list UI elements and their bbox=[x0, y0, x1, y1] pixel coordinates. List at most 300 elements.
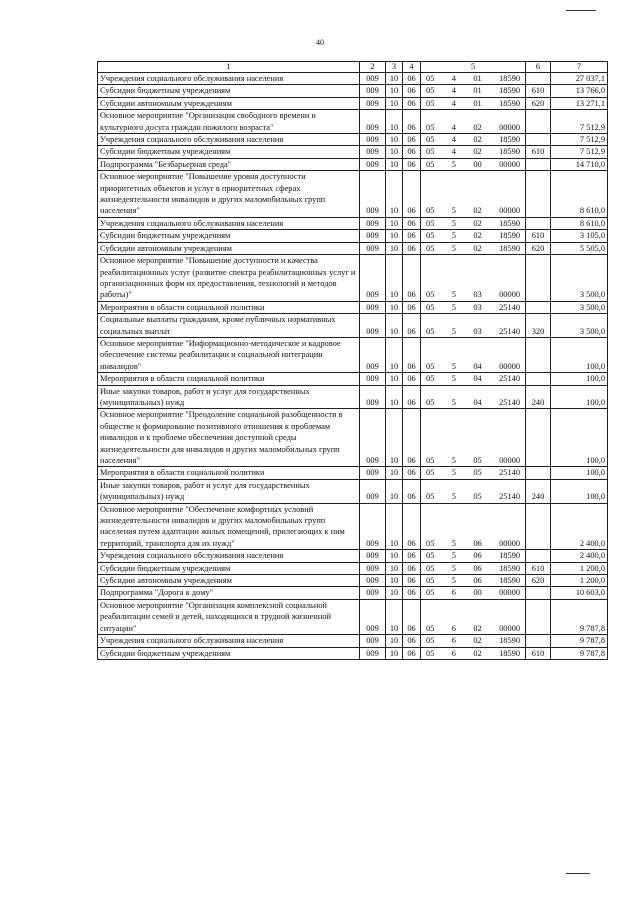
target-article-part: 18590 bbox=[499, 636, 520, 646]
table-row bbox=[98, 134, 608, 146]
target-article-part: 02 bbox=[473, 648, 482, 658]
target-article-parts bbox=[423, 550, 523, 561]
code-subsection: 06 bbox=[403, 385, 421, 409]
target-article-part: 01 bbox=[473, 98, 482, 108]
code-admin: 009 bbox=[360, 217, 386, 229]
header-cell: 4 bbox=[403, 62, 421, 73]
target-article-parts bbox=[423, 467, 523, 478]
target-article-part: 5 bbox=[451, 361, 456, 371]
target-article-part: 05 bbox=[426, 290, 435, 300]
code-subsection: 06 bbox=[403, 503, 421, 550]
target-article-part: 05 bbox=[426, 74, 435, 83]
row-name: Учреждения социального обслуживания населения bbox=[98, 73, 360, 85]
code-section: 10 bbox=[386, 479, 403, 503]
code-subsection: 06 bbox=[403, 467, 421, 479]
target-article-part: 18590 bbox=[499, 231, 520, 241]
row-name: Субсидии автономным учреждениям bbox=[98, 242, 360, 254]
header-cell: 5 bbox=[421, 62, 526, 73]
amount: 3 500,0 bbox=[551, 314, 608, 338]
table-row bbox=[98, 242, 608, 254]
target-article bbox=[421, 503, 526, 550]
code-subsection: 06 bbox=[403, 373, 421, 385]
code-admin: 009 bbox=[360, 97, 386, 109]
target-article-part: 18590 bbox=[499, 135, 520, 145]
code-subsection: 06 bbox=[403, 599, 421, 634]
target-article-parts bbox=[423, 85, 523, 96]
code-admin: 009 bbox=[360, 110, 386, 134]
target-article-part: 5 bbox=[451, 206, 456, 216]
target-article-part: 00000 bbox=[499, 122, 520, 132]
amount: 1 200,0 bbox=[551, 575, 608, 587]
target-article bbox=[421, 110, 526, 134]
table-row bbox=[98, 171, 608, 218]
target-article-part: 5 bbox=[451, 563, 456, 573]
target-article-part: 05 bbox=[426, 374, 435, 384]
target-article bbox=[421, 587, 526, 599]
code-subsection: 06 bbox=[403, 550, 421, 562]
target-article-part: 02 bbox=[473, 636, 482, 646]
target-article bbox=[421, 242, 526, 254]
expense-type bbox=[526, 373, 551, 385]
target-article-part: 18590 bbox=[499, 218, 520, 228]
row-name: Подпрограмма "Дорога к дому" bbox=[98, 587, 360, 599]
target-article-part: 03 bbox=[473, 290, 482, 300]
target-article-part: 06 bbox=[473, 563, 482, 573]
target-article-part: 18590 bbox=[499, 147, 520, 157]
row-name: Основное мероприятие "Повышение доступности и качества реабилитационных услуг (развитие спектра реабилитационных услуг и организационных форм их предоставления, технологий и методов работы)" bbox=[98, 255, 360, 302]
code-section: 10 bbox=[386, 97, 403, 109]
target-article-parts bbox=[423, 302, 523, 313]
code-subsection: 06 bbox=[403, 647, 421, 659]
code-section: 10 bbox=[386, 242, 403, 254]
row-name: Основное мероприятие "Повышение уровня доступности приоритетных объектов и услуг в приоритетных сферах жизнедеятельности инвалидов и других маломобильных групп населения" bbox=[98, 171, 360, 218]
target-article-parts bbox=[423, 326, 523, 337]
target-article-part: 05 bbox=[426, 231, 435, 241]
target-article bbox=[421, 301, 526, 313]
target-article-part: 04 bbox=[473, 374, 482, 384]
target-article bbox=[421, 85, 526, 97]
expense-type bbox=[526, 255, 551, 302]
table-row bbox=[98, 575, 608, 587]
target-article-part: 03 bbox=[473, 302, 482, 312]
target-article-parts bbox=[423, 146, 523, 157]
target-article-part: 5 bbox=[451, 468, 456, 478]
row-name: Основное мероприятие "Информационно-методическое и кадровое обеспечение системы реабилитации и социальной интеграции инвалидов" bbox=[98, 337, 360, 372]
code-admin: 009 bbox=[360, 242, 386, 254]
target-article-parts bbox=[423, 134, 523, 145]
row-name: Мероприятия в области социальной политики bbox=[98, 467, 360, 479]
target-article-parts bbox=[423, 563, 523, 574]
row-name: Основное мероприятие "Преодоление социальной разобщенности в обществе и формирование позитивного отношения к проблемам инвалидов и к проблеме обеспечения доступной среды жизнедеятельности для инвалидов и других маломобильных групп населения" bbox=[98, 409, 360, 467]
code-admin: 009 bbox=[360, 373, 386, 385]
header-cell: 3 bbox=[386, 62, 403, 73]
target-article-part: 05 bbox=[426, 86, 435, 96]
code-section: 10 bbox=[386, 587, 403, 599]
code-section: 10 bbox=[386, 503, 403, 550]
target-article-part: 02 bbox=[473, 147, 482, 157]
target-article bbox=[421, 314, 526, 338]
expense-type bbox=[526, 217, 551, 229]
target-article-part: 5 bbox=[451, 159, 456, 169]
amount: 100,0 bbox=[551, 409, 608, 467]
code-subsection: 06 bbox=[403, 255, 421, 302]
target-article-part: 05 bbox=[426, 135, 435, 145]
code-subsection: 06 bbox=[403, 635, 421, 647]
expense-type bbox=[526, 409, 551, 467]
table-row bbox=[98, 479, 608, 503]
target-article-part: 00000 bbox=[499, 456, 520, 465]
amount: 7 512,9 bbox=[551, 110, 608, 134]
target-article-part: 01 bbox=[473, 74, 482, 83]
target-article-part: 05 bbox=[426, 326, 435, 336]
table-row bbox=[98, 467, 608, 479]
row-name: Мероприятия в области социальной политики bbox=[98, 301, 360, 313]
target-article-part: 25140 bbox=[499, 374, 520, 384]
row-name: Основное мероприятие "Организация комплексной социальной реабилитации семей и детей, находящихся в трудной жизненной ситуации" bbox=[98, 599, 360, 634]
code-subsection: 06 bbox=[403, 337, 421, 372]
header-cell: 2 bbox=[360, 62, 386, 73]
target-article-part: 05 bbox=[426, 147, 435, 157]
code-section: 10 bbox=[386, 550, 403, 562]
target-article-part: 05 bbox=[473, 456, 482, 465]
code-admin: 009 bbox=[360, 635, 386, 647]
header-row bbox=[98, 62, 608, 73]
expense-type: 240 bbox=[526, 479, 551, 503]
target-article-part: 18590 bbox=[499, 551, 520, 561]
row-name: Учреждения социального обслуживания населения bbox=[98, 550, 360, 562]
table-row bbox=[98, 146, 608, 158]
code-admin: 009 bbox=[360, 337, 386, 372]
code-section: 10 bbox=[386, 217, 403, 229]
amount: 7 512,9 bbox=[551, 134, 608, 146]
expense-type bbox=[526, 171, 551, 218]
table-row bbox=[98, 73, 608, 85]
code-section: 10 bbox=[386, 146, 403, 158]
target-article-parts bbox=[423, 361, 523, 372]
code-subsection: 06 bbox=[403, 85, 421, 97]
target-article-part: 6 bbox=[451, 623, 456, 633]
target-article bbox=[421, 575, 526, 587]
code-admin: 009 bbox=[360, 587, 386, 599]
row-name: Субсидии бюджетным учреждениям bbox=[98, 647, 360, 659]
target-article bbox=[421, 550, 526, 562]
code-section: 10 bbox=[386, 599, 403, 634]
target-article-part: 06 bbox=[473, 538, 482, 548]
table-row bbox=[98, 217, 608, 229]
row-name: Субсидии бюджетным учреждениям bbox=[98, 146, 360, 158]
target-article-part: 4 bbox=[451, 98, 456, 108]
target-article-part: 05 bbox=[426, 159, 435, 169]
target-article-part: 05 bbox=[426, 588, 435, 598]
code-section: 10 bbox=[386, 373, 403, 385]
code-section: 10 bbox=[386, 255, 403, 302]
target-article-part: 6 bbox=[451, 648, 456, 658]
target-article-part: 18590 bbox=[499, 74, 520, 83]
expense-type: 610 bbox=[526, 647, 551, 659]
code-subsection: 06 bbox=[403, 479, 421, 503]
target-article-part: 02 bbox=[473, 135, 482, 145]
amount: 9 787,8 bbox=[551, 635, 608, 647]
amount: 14 710,0 bbox=[551, 158, 608, 170]
code-admin: 009 bbox=[360, 171, 386, 218]
target-article-part: 4 bbox=[451, 86, 456, 96]
target-article-part: 05 bbox=[426, 576, 435, 586]
amount: 100,0 bbox=[551, 337, 608, 372]
target-article-part: 03 bbox=[473, 326, 482, 336]
amount: 9 787,8 bbox=[551, 599, 608, 634]
row-name: Основное мероприятие "Организация свободного времени и культурного досуга граждан пожилого возраста" bbox=[98, 110, 360, 134]
target-article-part: 00000 bbox=[499, 588, 520, 598]
expense-type bbox=[526, 503, 551, 550]
target-article bbox=[421, 217, 526, 229]
amount: 9 787,8 bbox=[551, 647, 608, 659]
expense-type: 620 bbox=[526, 575, 551, 587]
target-article-parts bbox=[423, 648, 523, 659]
expense-type: 620 bbox=[526, 242, 551, 254]
table-row bbox=[98, 230, 608, 242]
table-row bbox=[98, 85, 608, 97]
target-article bbox=[421, 230, 526, 242]
code-subsection: 06 bbox=[403, 217, 421, 229]
row-name: Учреждения социального обслуживания населения bbox=[98, 134, 360, 146]
code-admin: 009 bbox=[360, 562, 386, 574]
target-article-part: 05 bbox=[426, 206, 435, 216]
row-name: Иные закупки товаров, работ и услуг для государственных (муниципальных) нужд bbox=[98, 385, 360, 409]
amount: 100,0 bbox=[551, 385, 608, 409]
table-row bbox=[98, 587, 608, 599]
row-name: Подпрограмма "Безбарьерная среда" bbox=[98, 158, 360, 170]
target-article-part: 02 bbox=[473, 243, 482, 253]
target-article bbox=[421, 467, 526, 479]
table-row bbox=[98, 562, 608, 574]
expense-type: 620 bbox=[526, 97, 551, 109]
target-article-parts bbox=[423, 205, 523, 216]
table-row bbox=[98, 635, 608, 647]
code-section: 10 bbox=[386, 314, 403, 338]
target-article-part: 5 bbox=[451, 302, 456, 312]
target-article-parts bbox=[423, 218, 523, 229]
target-article-part: 04 bbox=[473, 361, 482, 371]
code-admin: 009 bbox=[360, 385, 386, 409]
target-article-part: 01 bbox=[473, 86, 482, 96]
code-admin: 009 bbox=[360, 314, 386, 338]
page-number: 40 bbox=[316, 38, 324, 47]
table-row bbox=[98, 599, 608, 634]
target-article-parts bbox=[423, 587, 523, 598]
target-article-part: 4 bbox=[451, 122, 456, 132]
row-name: Субсидии бюджетным учреждениям bbox=[98, 562, 360, 574]
target-article-part: 05 bbox=[426, 98, 435, 108]
table-row bbox=[98, 110, 608, 134]
target-article-part: 05 bbox=[426, 468, 435, 478]
table-row bbox=[98, 97, 608, 109]
target-article-parts bbox=[423, 373, 523, 384]
code-admin: 009 bbox=[360, 230, 386, 242]
target-article-part: 05 bbox=[426, 218, 435, 228]
target-article-part: 05 bbox=[426, 456, 435, 465]
target-article-part: 5 bbox=[451, 551, 456, 561]
target-article-part: 18590 bbox=[499, 243, 520, 253]
target-article bbox=[421, 385, 526, 409]
code-section: 10 bbox=[386, 337, 403, 372]
code-admin: 009 bbox=[360, 409, 386, 467]
expense-type: 610 bbox=[526, 562, 551, 574]
code-section: 10 bbox=[386, 575, 403, 587]
expense-type bbox=[526, 635, 551, 647]
target-article-part: 05 bbox=[426, 361, 435, 371]
table-row bbox=[98, 158, 608, 170]
target-article bbox=[421, 158, 526, 170]
header-cell: 1 bbox=[98, 62, 360, 73]
target-article bbox=[421, 599, 526, 634]
code-admin: 009 bbox=[360, 158, 386, 170]
target-article-parts bbox=[423, 243, 523, 254]
amount: 8 610,0 bbox=[551, 171, 608, 218]
code-section: 10 bbox=[386, 110, 403, 134]
amount: 100,0 bbox=[551, 479, 608, 503]
target-article-part: 5 bbox=[451, 576, 456, 586]
target-article-part: 02 bbox=[473, 122, 482, 132]
amount: 13 766,0 bbox=[551, 85, 608, 97]
code-admin: 009 bbox=[360, 73, 386, 85]
target-article-part: 00000 bbox=[499, 290, 520, 300]
target-article-part: 6 bbox=[451, 636, 456, 646]
table-row bbox=[98, 301, 608, 313]
corner-mark bbox=[566, 10, 596, 11]
target-article-parts bbox=[423, 397, 523, 408]
table-row bbox=[98, 550, 608, 562]
code-admin: 009 bbox=[360, 134, 386, 146]
expense-type bbox=[526, 550, 551, 562]
code-admin: 009 bbox=[360, 503, 386, 550]
amount: 7 512,9 bbox=[551, 146, 608, 158]
target-article bbox=[421, 171, 526, 218]
expense-type: 610 bbox=[526, 230, 551, 242]
target-article-part: 18590 bbox=[499, 86, 520, 96]
target-article-parts bbox=[423, 230, 523, 241]
target-article-part: 25140 bbox=[499, 492, 520, 502]
code-section: 10 bbox=[386, 171, 403, 218]
row-name: Субсидии автономным учреждениям bbox=[98, 97, 360, 109]
target-article-part: 05 bbox=[426, 122, 435, 132]
code-subsection: 06 bbox=[403, 575, 421, 587]
target-article-part: 5 bbox=[451, 243, 456, 253]
amount: 1 200,0 bbox=[551, 562, 608, 574]
target-article-part: 25140 bbox=[499, 302, 520, 312]
code-section: 10 bbox=[386, 467, 403, 479]
code-admin: 009 bbox=[360, 85, 386, 97]
target-article-parts bbox=[423, 491, 523, 502]
target-article-part: 05 bbox=[426, 397, 435, 407]
amount: 2 400,0 bbox=[551, 503, 608, 550]
code-section: 10 bbox=[386, 385, 403, 409]
target-article-part: 00000 bbox=[499, 361, 520, 371]
amount: 13 271,1 bbox=[551, 97, 608, 109]
target-article-part: 25140 bbox=[499, 326, 520, 336]
row-name: Учреждения социального обслуживания населения bbox=[98, 217, 360, 229]
target-article-part: 00 bbox=[473, 588, 482, 598]
table-row bbox=[98, 409, 608, 467]
target-article-part: 6 bbox=[451, 588, 456, 598]
expense-type bbox=[526, 301, 551, 313]
table-row bbox=[98, 647, 608, 659]
target-article-part: 25140 bbox=[499, 468, 520, 478]
amount: 100,0 bbox=[551, 373, 608, 385]
target-article-part: 18590 bbox=[499, 98, 520, 108]
code-section: 10 bbox=[386, 301, 403, 313]
target-article-parts bbox=[423, 159, 523, 170]
target-article-part: 00000 bbox=[499, 159, 520, 169]
code-section: 10 bbox=[386, 85, 403, 97]
budget-table bbox=[97, 61, 608, 660]
amount: 8 610,0 bbox=[551, 217, 608, 229]
target-article-part: 05 bbox=[426, 636, 435, 646]
target-article bbox=[421, 146, 526, 158]
target-article-part: 18590 bbox=[499, 648, 520, 658]
amount: 27 037,1 bbox=[551, 73, 608, 85]
amount: 2 400,0 bbox=[551, 550, 608, 562]
target-article-parts bbox=[423, 289, 523, 300]
target-article bbox=[421, 373, 526, 385]
code-subsection: 06 bbox=[403, 562, 421, 574]
target-article-part: 4 bbox=[451, 147, 456, 157]
expense-type bbox=[526, 73, 551, 85]
code-subsection: 06 bbox=[403, 230, 421, 242]
target-article-parts bbox=[423, 623, 523, 634]
code-subsection: 06 bbox=[403, 242, 421, 254]
target-article bbox=[421, 73, 526, 85]
code-admin: 009 bbox=[360, 146, 386, 158]
target-article-part: 4 bbox=[451, 74, 456, 83]
table-row bbox=[98, 503, 608, 550]
target-article bbox=[421, 134, 526, 146]
target-article bbox=[421, 562, 526, 574]
code-subsection: 06 bbox=[403, 301, 421, 313]
target-article-parts bbox=[423, 635, 523, 646]
table-row bbox=[98, 373, 608, 385]
target-article-part: 25140 bbox=[499, 397, 520, 407]
code-section: 10 bbox=[386, 562, 403, 574]
target-article bbox=[421, 255, 526, 302]
amount: 100,0 bbox=[551, 467, 608, 479]
target-article-parts bbox=[423, 575, 523, 586]
target-article-part: 4 bbox=[451, 135, 456, 145]
target-article-part: 00000 bbox=[499, 623, 520, 633]
code-subsection: 06 bbox=[403, 587, 421, 599]
target-article-part: 00000 bbox=[499, 538, 520, 548]
row-name: Основное мероприятие "Обеспечение комфортных условий жизнедеятельности инвалидов и других маломобильных групп населения путем адаптации жилых помещений, прилегающих к ним территорий, транспорта для их нужд" bbox=[98, 503, 360, 550]
expense-type bbox=[526, 110, 551, 134]
target-article-part: 05 bbox=[426, 492, 435, 502]
row-name: Субсидии бюджетным учреждениям bbox=[98, 85, 360, 97]
expense-type bbox=[526, 467, 551, 479]
table-row bbox=[98, 337, 608, 372]
target-article-part: 05 bbox=[473, 468, 482, 478]
target-article bbox=[421, 479, 526, 503]
target-article bbox=[421, 647, 526, 659]
target-article-part: 18590 bbox=[499, 563, 520, 573]
target-article-parts bbox=[423, 98, 523, 109]
target-article-part: 05 bbox=[426, 302, 435, 312]
row-name: Учреждения социального обслуживания населения bbox=[98, 635, 360, 647]
amount: 3 500,0 bbox=[551, 301, 608, 313]
code-section: 10 bbox=[386, 647, 403, 659]
code-admin: 009 bbox=[360, 550, 386, 562]
table-row bbox=[98, 385, 608, 409]
target-article-part: 06 bbox=[473, 576, 482, 586]
code-subsection: 06 bbox=[403, 73, 421, 85]
target-article-part: 02 bbox=[473, 218, 482, 228]
